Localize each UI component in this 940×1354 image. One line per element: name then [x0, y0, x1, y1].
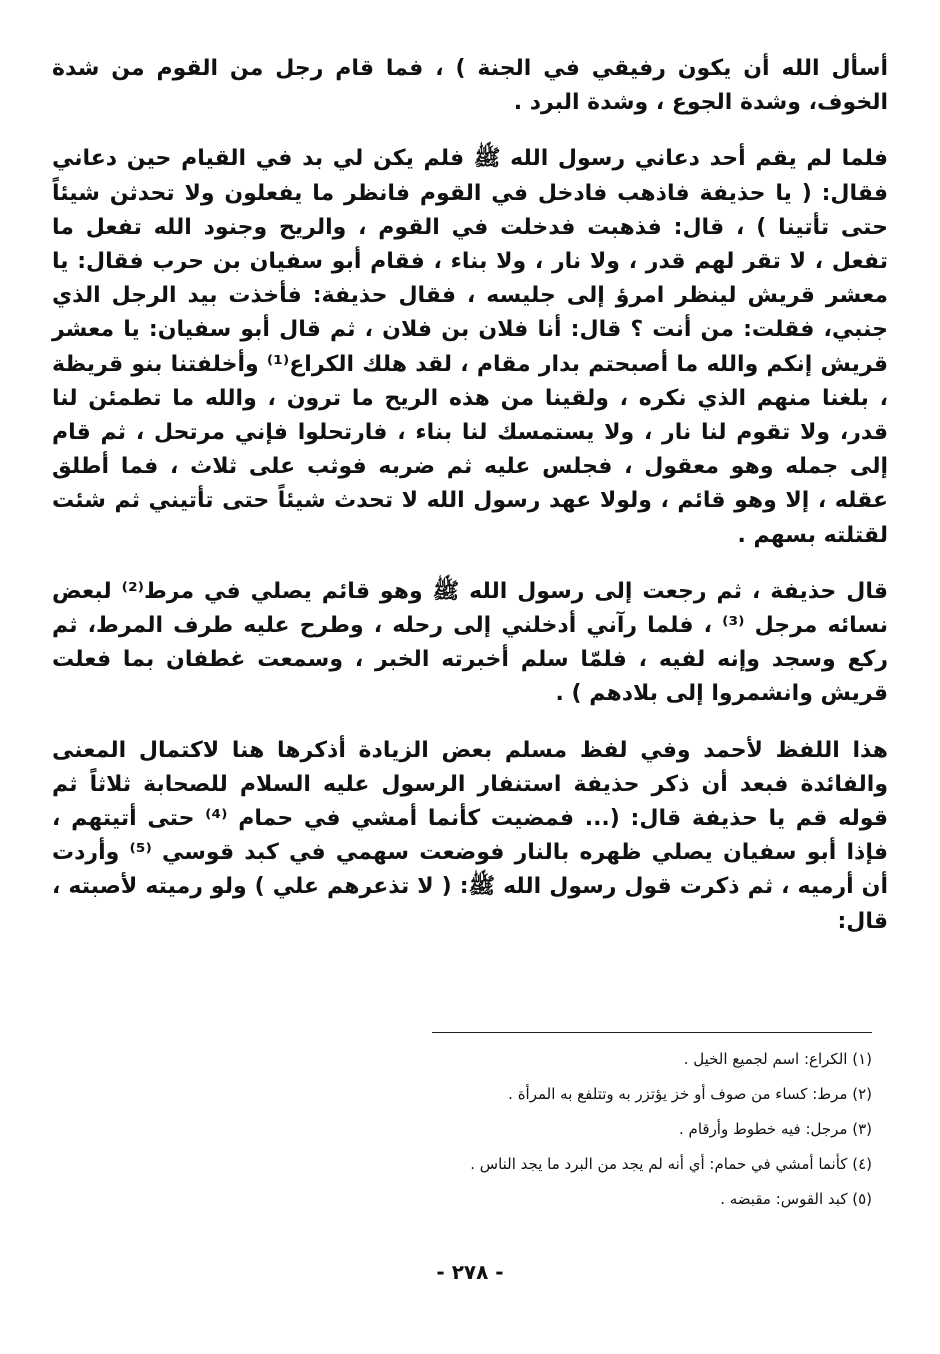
paragraph-3: قال حذيفة ، ثم رجعت إلى رسول الله ﷺ وهو قائم يصلي في مرط⁽²⁾ لبعض نسائه مرجل ⁽³⁾ ، فلما رآني أدخلني إلى رحله ، وطرح عليه طرف المرط، ثم ركع وسجد وإنه لفيه ، فلمّا سلم أخبرته الخبر ، وسمعت غطفان بما فعلت قريش وانشمروا إلى بلادهم ) .	[52, 578, 889, 707]
page-number: - ٢٧٨ -	[436, 1260, 504, 1284]
footnote-2: (٢) مرط: كساء من صوف أو خز يؤتزر به وتتلفع به المرأة .	[508, 1085, 872, 1103]
footnote-1: (١) الكراع: اسم لجميع الخيل .	[683, 1050, 872, 1068]
main-text	[52, 52, 888, 939]
paragraph-4: هذا اللفظ لأحمد وفي لفظ مسلم بعض الزيادة أذكرها هنا لاكتمال المعنى والفائدة فبعد أن ذكر حذيفة استنفار الرسول عليه السلام للصحابة ثلاثاً ثم قوله قم يا حذيفة قال: (... فمضيت كأنما أمشي في حمام ⁽⁴⁾ حتى أتيتهم ، فإذا أبو سفيان يصلي ظهره بالنار فوضعت سهمي في كبد قوسي ⁽⁵⁾ وأردت أن أرميه ، ثم ذكرت قول رسول الله ﷺ: ( لا تذعرهم علي ) ولو رميته لأصبته ، قال:	[52, 737, 888, 934]
footnotes	[52, 1050, 872, 1225]
footnote-4: (٤) كأنما أمشي في حمام: أي أنه لم يجد من البرد ما يجد الناس .	[470, 1155, 872, 1173]
footnote-3: (٣) مرجل: فيه خطوط وأرقام .	[679, 1120, 872, 1138]
paragraph-1: أسأل الله أن يكون رفيقي في الجنة ) ، فما قام رجل من القوم من شدة الخوف، وشدة الجوع ، وشدة البرد .	[52, 56, 888, 116]
footnote-5: (٥) كبد القوس: مقبضه .	[720, 1190, 872, 1208]
paragraph-2: فلما لم يقم أحد دعاني رسول الله ﷺ فلم يكن لي بد في القيام حين دعاني فقال: ( يا حذيفة فاذهب فادخل في القوم فانظر ما يفعلون ولا تحدثن شيئاً حتى تأتينا ) ، قال: فذهبت فدخلت في القوم ، والريح وجنود الله تفعل ما تفعل ، لا تقر لهم قدر ، ولا نار ، ولا بناء ، فقام أبو سفيان بن حرب فقال: يا معشر قريش لينظر امرؤ إلى جليسه ، فقال حذيفة: فأخذت بيد الرجل الذي جنبي، فقلت: من أنت ؟ قال: أنا فلان بن فلان ، ثم قال أبو سفيان: يا معشر قريش إنكم والله ما أصبحتم بدار مقام ، لقد هلك الكراع⁽¹⁾ وأخلفتنا بنو قريظة ، بلغنا منهم الذي نكره ، ولقينا من هذه الريح ما ترون ، والله ما تطمئن لنا قدر، ولا تقوم لنا نار ، ولا يستمسك لنا بناء ، فارتحلوا فإني مرتحل ، ثم قام إلى جمله وهو معقول ، فجلس عليه ثم ضربه فوثب على ثلاث ، فما أطلق عقله ، إلا وهو قائم ، ولولا عهد رسول الله لا تحدث شيئاً حتى تأتيني ثم شئت لقتلته بسهم .	[52, 146, 888, 548]
footnote-divider	[432, 1032, 872, 1033]
